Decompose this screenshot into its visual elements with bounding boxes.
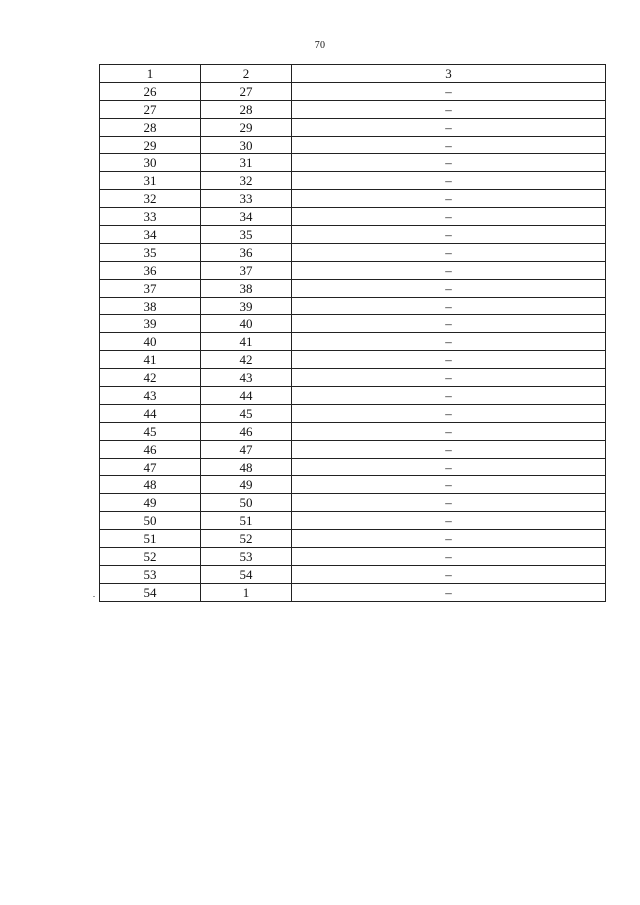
- table-cell-col-2: 34: [201, 208, 292, 226]
- table-cell-col-3: –: [292, 440, 606, 458]
- table-row: [100, 82, 606, 100]
- table-cell-col-2: 29: [201, 118, 292, 136]
- table-cell-col-3: –: [292, 100, 606, 118]
- table-cell-col-1: 32: [100, 190, 201, 208]
- table-cell-col-3: –: [292, 279, 606, 297]
- table-cell-col-3: –: [292, 404, 606, 422]
- table-row: [100, 297, 606, 315]
- table-row: [100, 476, 606, 494]
- table-row: [100, 315, 606, 333]
- table-cell-col-1: 35: [100, 243, 201, 261]
- table-row: [100, 369, 606, 387]
- table-row: [100, 404, 606, 422]
- table-cell-col-3: –: [292, 333, 606, 351]
- table-cell-col-1: 53: [100, 565, 201, 583]
- table-cell-col-2: 45: [201, 404, 292, 422]
- table-cell-col-2: 52: [201, 530, 292, 548]
- data-table: [99, 64, 606, 602]
- table-row: [100, 279, 606, 297]
- column-header-3: 3: [292, 65, 606, 83]
- table-cell-col-3: –: [292, 458, 606, 476]
- table-cell-col-3: –: [292, 351, 606, 369]
- table-cell-col-2: 31: [201, 154, 292, 172]
- page-number: 70: [314, 40, 326, 51]
- table-cell-col-3: –: [292, 136, 606, 154]
- table-row: [100, 136, 606, 154]
- table-row: [100, 172, 606, 190]
- table-cell-col-2: 44: [201, 387, 292, 405]
- table-row: [100, 261, 606, 279]
- table-cell-col-1: 39: [100, 315, 201, 333]
- table-cell-col-1: 45: [100, 422, 201, 440]
- table-cell-col-1: 33: [100, 208, 201, 226]
- table-cell-col-1: 38: [100, 297, 201, 315]
- table-cell-col-1: 51: [100, 530, 201, 548]
- table-cell-col-1: 48: [100, 476, 201, 494]
- table-cell-col-2: 38: [201, 279, 292, 297]
- table-cell-col-1: 47: [100, 458, 201, 476]
- table-header-row: [100, 65, 606, 83]
- table-cell-col-1: 42: [100, 369, 201, 387]
- scan-mark: [93, 596, 95, 597]
- table-row: [100, 387, 606, 405]
- table-cell-col-2: 43: [201, 369, 292, 387]
- table-row: [100, 351, 606, 369]
- table-row: [100, 565, 606, 583]
- table-cell-col-3: –: [292, 565, 606, 583]
- table-row: [100, 243, 606, 261]
- table-cell-col-3: –: [292, 369, 606, 387]
- table-cell-col-3: –: [292, 494, 606, 512]
- table-cell-col-2: 51: [201, 512, 292, 530]
- table-cell-col-3: –: [292, 548, 606, 566]
- table-cell-col-3: –: [292, 261, 606, 279]
- table-cell-col-1: 37: [100, 279, 201, 297]
- table-cell-col-3: –: [292, 190, 606, 208]
- table-cell-col-3: –: [292, 583, 606, 601]
- table-cell-col-2: 48: [201, 458, 292, 476]
- table-cell-col-2: 30: [201, 136, 292, 154]
- table-cell-col-2: 33: [201, 190, 292, 208]
- table-cell-col-1: 29: [100, 136, 201, 154]
- table-row: [100, 583, 606, 601]
- table-cell-col-2: 46: [201, 422, 292, 440]
- table-cell-col-2: 28: [201, 100, 292, 118]
- table-row: [100, 494, 606, 512]
- table-cell-col-1: 46: [100, 440, 201, 458]
- table-cell-col-3: –: [292, 387, 606, 405]
- table-cell-col-2: 50: [201, 494, 292, 512]
- table-cell-col-2: 32: [201, 172, 292, 190]
- table-cell-col-2: 1: [201, 583, 292, 601]
- table-cell-col-1: 34: [100, 226, 201, 244]
- table-cell-col-3: –: [292, 226, 606, 244]
- table-body: [100, 82, 606, 601]
- table-row: [100, 422, 606, 440]
- table-cell-col-2: 42: [201, 351, 292, 369]
- table-cell-col-2: 53: [201, 548, 292, 566]
- table-cell-col-3: –: [292, 297, 606, 315]
- table-cell-col-3: –: [292, 172, 606, 190]
- table-cell-col-3: –: [292, 243, 606, 261]
- table-cell-col-1: 27: [100, 100, 201, 118]
- table-cell-col-2: 36: [201, 243, 292, 261]
- table-cell-col-2: 41: [201, 333, 292, 351]
- table-cell-col-3: –: [292, 208, 606, 226]
- table-cell-col-1: 36: [100, 261, 201, 279]
- table-cell-col-3: –: [292, 315, 606, 333]
- table-row: [100, 154, 606, 172]
- table-cell-col-2: 49: [201, 476, 292, 494]
- table-cell-col-1: 50: [100, 512, 201, 530]
- table-cell-col-2: 27: [201, 82, 292, 100]
- table-row: [100, 530, 606, 548]
- table-cell-col-2: 40: [201, 315, 292, 333]
- table-cell-col-3: –: [292, 422, 606, 440]
- table-row: [100, 190, 606, 208]
- table-cell-col-2: 54: [201, 565, 292, 583]
- table-cell-col-1: 49: [100, 494, 201, 512]
- table-cell-col-1: 43: [100, 387, 201, 405]
- table-row: [100, 458, 606, 476]
- table-cell-col-1: 44: [100, 404, 201, 422]
- table-cell-col-1: 41: [100, 351, 201, 369]
- table-row: [100, 100, 606, 118]
- table-cell-col-3: –: [292, 82, 606, 100]
- table-cell-col-3: –: [292, 512, 606, 530]
- table-row: [100, 512, 606, 530]
- table-cell-col-1: 40: [100, 333, 201, 351]
- table-cell-col-3: –: [292, 530, 606, 548]
- table-cell-col-2: 47: [201, 440, 292, 458]
- table-cell-col-1: 31: [100, 172, 201, 190]
- table-cell-col-2: 39: [201, 297, 292, 315]
- table-cell-col-3: –: [292, 118, 606, 136]
- table-cell-col-1: 26: [100, 82, 201, 100]
- table-cell-col-3: –: [292, 476, 606, 494]
- table-row: [100, 208, 606, 226]
- table-row: [100, 440, 606, 458]
- table-row: [100, 548, 606, 566]
- column-header-2: 2: [201, 65, 292, 83]
- column-header-1: 1: [100, 65, 201, 83]
- table-cell-col-2: 35: [201, 226, 292, 244]
- table-row: [100, 118, 606, 136]
- table-cell-col-1: 52: [100, 548, 201, 566]
- table-cell-col-3: –: [292, 154, 606, 172]
- table-cell-col-1: 30: [100, 154, 201, 172]
- table-row: [100, 333, 606, 351]
- table-row: [100, 226, 606, 244]
- table-cell-col-1: 28: [100, 118, 201, 136]
- table-cell-col-1: 54: [100, 583, 201, 601]
- table-cell-col-2: 37: [201, 261, 292, 279]
